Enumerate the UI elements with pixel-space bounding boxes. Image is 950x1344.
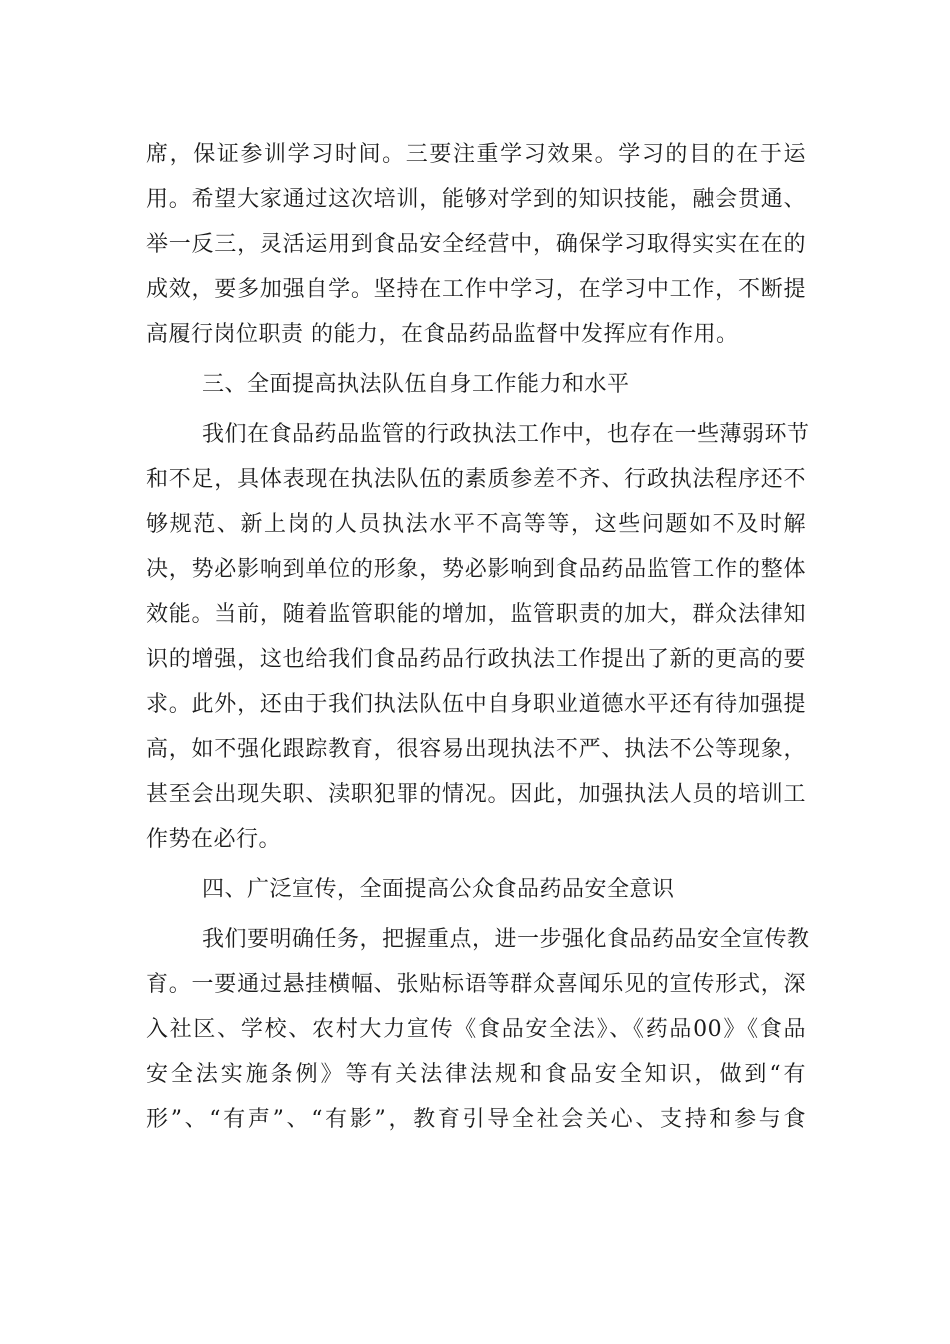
paragraph-line: 举一反三，灵活运用到食品安全经营中，确保学习取得实实在在的 <box>146 232 806 257</box>
paragraph-line: 和不足，具体表现在执法队伍的素质参差不齐、行政执法程序还不 <box>146 467 806 492</box>
paragraph-line: 席，保证参训学习时间。三要注重学习效果。学习的目的在于运 <box>146 142 806 167</box>
paragraph-line: 高，如不强化跟踪教育，很容易出现执法不严、执法不公等现象， <box>146 737 806 762</box>
paragraph-line: 我们要明确任务，把握重点，进一步强化食品药品安全宣传教 <box>202 927 810 952</box>
paragraph-line: 成效，要多加强自学。坚持在工作中学习，在学习中工作，不断提 <box>146 277 806 302</box>
paragraph-line: 高履行岗位职责 的能力，在食品药品监督中发挥应有作用。 <box>146 322 739 347</box>
paragraph-line: 形”、“有声”、“有影”，教育引导全社会关心、支持和参与食 <box>146 1107 806 1132</box>
paragraph-line: 效能。当前，随着监管职能的增加，监管职责的加大，群众法律知 <box>146 602 806 627</box>
section-heading-3: 三、全面提高执法队伍自身工作能力和水平 <box>202 372 630 397</box>
paragraph-line: 用。希望大家通过这次培训，能够对学到的知识技能，融会贯通、 <box>146 187 806 212</box>
paragraph-1 <box>146 132 806 357</box>
paragraph-line: 我们在食品药品监管的行政执法工作中，也存在一些薄弱环节 <box>202 422 810 447</box>
paragraph-line: 识的增强，这也给我们食品药品行政执法工作提出了新的更高的要 <box>146 647 806 672</box>
paragraph-line: 决，势必影响到单位的形象，势必影响到食品药品监管工作的整体 <box>146 557 806 582</box>
paragraph-line: 安全法实施条例》等有关法律法规和食品安全知识，做到“有 <box>146 1062 806 1087</box>
paragraph-line: 够规范、新上岗的人员执法水平不高等等，这些问题如不及时解 <box>146 512 806 537</box>
paragraph-line: 作势在必行。 <box>146 827 282 852</box>
document-body <box>146 132 810 1142</box>
paragraph-line: 入社区、学校、农村大力宣传《食品安全法》、《药品00》《食品 <box>146 1017 806 1042</box>
section-heading-4: 四、广泛宣传，全面提高公众食品药品安全意识 <box>202 877 675 902</box>
paragraph-3 <box>146 917 810 1142</box>
paragraph-line: 育。一要通过悬挂横幅、张贴标语等群众喜闻乐见的宣传形式，深 <box>146 972 806 997</box>
paragraph-2 <box>146 412 810 862</box>
paragraph-line: 求。此外，还由于我们执法队伍中自身职业道德水平还有待加强提 <box>146 692 806 717</box>
paragraph-line: 甚至会出现失职、渎职犯罪的情况。因此，加强执法人员的培训工 <box>146 782 806 807</box>
